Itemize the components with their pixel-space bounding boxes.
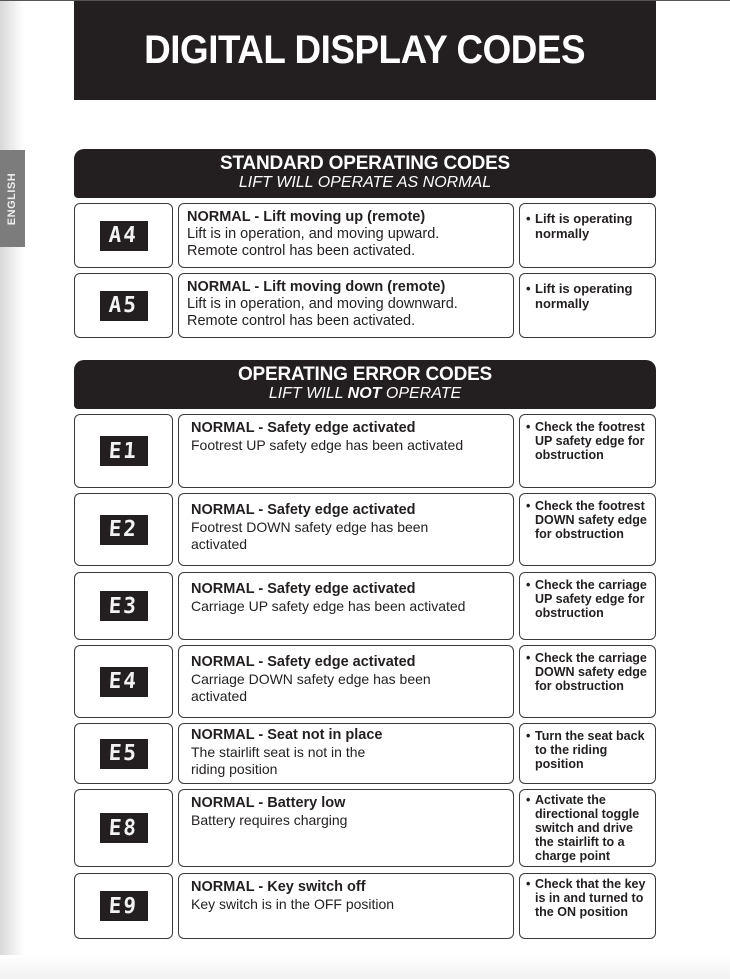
description-line: Carriage UP safety edge has been activated: [191, 598, 466, 614]
language-tab: [0, 150, 25, 247]
code-display-cell: [74, 493, 173, 566]
action-cell: [519, 789, 656, 867]
bullet-icon: •: [526, 281, 531, 296]
subtitle-prefix: LIFT WILL: [268, 385, 344, 402]
description-title: NORMAL - Safety edge activated: [191, 581, 416, 597]
action-cell: [519, 645, 656, 718]
description-title: NORMAL - Safety edge activated: [191, 502, 416, 518]
action-cell: [519, 414, 656, 488]
description-title: NORMAL - Safety edge activated: [191, 420, 416, 436]
description-line: activated: [191, 535, 248, 552]
code-display-cell: [74, 873, 173, 939]
code-display-cell: [74, 273, 173, 338]
bullet-icon: •: [526, 729, 531, 743]
lcd-display: [100, 591, 148, 621]
lcd-code: E2: [108, 517, 139, 542]
description-line: Battery requires charging: [191, 812, 348, 828]
description-cell: [178, 723, 514, 784]
section-header-standard: [74, 149, 656, 198]
lcd-code: E9: [108, 893, 139, 919]
description-line: The stairlift seat is not in the: [191, 744, 366, 760]
page-bottom-shade: [0, 955, 730, 979]
action-cell: [519, 572, 656, 640]
lcd-code: E1: [108, 438, 139, 464]
bullet-icon: •: [526, 578, 531, 592]
page-margin-shade: [0, 0, 24, 979]
description-line: activated: [191, 687, 248, 704]
action-text: Activate the directional toggle switch and drive the stairlift to a charge point: [535, 793, 640, 863]
action-cell: [519, 273, 656, 338]
lcd-display: [100, 436, 148, 466]
description-line: Remote control has been activated.: [187, 242, 416, 259]
description-cell: [178, 572, 514, 640]
lcd-display: [100, 291, 148, 321]
description-title: NORMAL - Lift moving down (remote): [187, 279, 446, 295]
lcd-display: [100, 813, 148, 843]
action-text: Check the carriage UP safety edge for obstruction: [535, 578, 647, 620]
description-line: riding position: [191, 760, 278, 777]
action-cell: [519, 203, 656, 268]
description-cell: [178, 273, 514, 338]
lcd-display: [100, 739, 148, 769]
bullet-icon: •: [526, 211, 531, 226]
description-title: NORMAL - Battery low: [191, 795, 346, 811]
code-display-cell: [74, 789, 173, 867]
code-display-cell: [74, 645, 173, 718]
lcd-display: [100, 891, 148, 921]
action-text: Turn the seat back to the riding position: [535, 729, 645, 771]
description-title: NORMAL - Seat not in place: [191, 727, 383, 743]
action-text: Check the footrest UP safety edge for obstruction: [535, 420, 645, 462]
description-title: NORMAL - Safety edge activated: [191, 654, 416, 670]
action-cell: [519, 723, 656, 784]
action-cell: [519, 873, 656, 939]
lcd-code: E8: [108, 815, 139, 841]
description-cell: [178, 645, 514, 718]
code-display-cell: [74, 414, 173, 488]
action-cell: [519, 493, 656, 566]
description-cell: [178, 789, 514, 867]
description-title: NORMAL - Lift moving up (remote): [187, 209, 426, 225]
description-cell: [178, 203, 514, 268]
bullet-icon: •: [526, 420, 531, 434]
lcd-code: E4: [108, 669, 139, 694]
section-title: STANDARD OPERATING CODES: [219, 153, 511, 174]
description-line: Key switch is in the OFF position: [191, 896, 395, 912]
description-title: NORMAL - Key switch off: [191, 879, 366, 895]
lcd-display: [100, 515, 148, 545]
language-tab-label: ENGLISH: [6, 172, 19, 225]
title-banner: [74, 1, 656, 100]
description-line: Remote control has been activated.: [187, 312, 416, 329]
lcd-code: E5: [108, 741, 139, 766]
description-cell: [178, 493, 514, 566]
description-line: Footrest DOWN safety edge has been: [191, 519, 429, 535]
action-text: Lift is operating normally: [535, 211, 633, 241]
section-subtitle: LIFT WILL OPERATE AS NORMAL: [238, 174, 492, 191]
description-line: Lift is in operation, and moving downward.: [187, 296, 458, 312]
action-text: Check that the key is in and turned to the ON position: [535, 877, 646, 919]
description-line: Footrest UP safety edge has been activated: [191, 437, 464, 453]
description-cell: [178, 873, 514, 939]
code-display-cell: [74, 723, 173, 784]
lcd-code: A5: [108, 293, 139, 318]
bullet-icon: •: [526, 651, 531, 665]
subtitle-suffix: OPERATE: [385, 385, 462, 402]
lcd-display: [100, 667, 148, 697]
code-display-cell: [74, 203, 173, 268]
description-line: Lift is in operation, and moving upward.: [187, 226, 440, 242]
description-cell: [178, 414, 514, 488]
subtitle-emphasis: NOT: [347, 385, 382, 402]
description-line: Carriage DOWN safety edge has been: [191, 671, 431, 687]
section-header-errors: [74, 360, 656, 409]
action-text: Check the footrest DOWN safety edge for obstruction: [535, 499, 647, 541]
section-title: OPERATING ERROR CODES: [237, 364, 493, 385]
bullet-icon: •: [526, 499, 531, 513]
bullet-icon: •: [526, 877, 531, 891]
lcd-display: [100, 221, 148, 251]
code-display-cell: [74, 572, 173, 640]
bullet-icon: •: [526, 793, 531, 807]
page-title: DIGITAL DISPLAY CODES: [144, 28, 586, 72]
lcd-code: A4: [108, 223, 139, 248]
action-text: Check the carriage DOWN safety edge for obstruction: [535, 651, 647, 693]
section-subtitle: [74, 385, 656, 403]
lcd-code: E3: [108, 593, 139, 619]
action-text: Lift is operating normally: [535, 281, 633, 311]
